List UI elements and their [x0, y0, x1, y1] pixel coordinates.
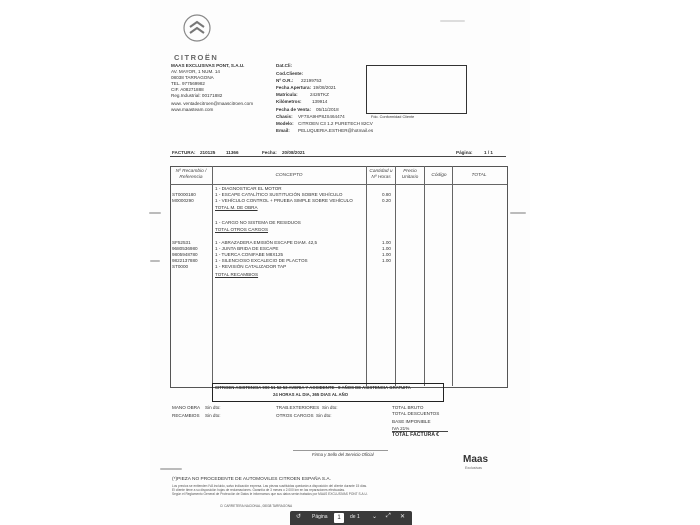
factura-number: 210125 [200, 150, 216, 155]
iva: IVA 21% [392, 426, 410, 431]
column-header-price: Precio Unitario [401, 169, 419, 180]
total-descuentos: TOTAL DESCUENTOS [392, 411, 440, 416]
fecha-label: Fecha: [262, 150, 277, 155]
column-header-total: TOTAL [471, 173, 487, 178]
viewer-page-input[interactable]: 1 [334, 513, 344, 523]
pagina-label: Página: [456, 150, 473, 155]
totals-divider [392, 431, 448, 432]
maas-logo: Maas [463, 454, 489, 465]
factura-label: FACTURA: [172, 150, 196, 155]
chevron-down-icon[interactable]: ⌄ [372, 514, 378, 520]
client-signature-caption: Fdo. Conformidad Cliente [371, 115, 415, 119]
signature-line [293, 450, 388, 451]
column-divider [212, 166, 213, 386]
viewer-prev-label[interactable]: Página [312, 514, 328, 520]
document-viewer-toolbar [290, 511, 412, 525]
factura-code: 11366 [226, 150, 239, 155]
footer-otros-value: Sin dto: [316, 413, 332, 418]
column-header-concept: CONCEPTO [275, 173, 303, 178]
footer-mano-obra-label: MANO OBRA [172, 405, 201, 410]
footer-recambios-value: Sin dto: [205, 413, 221, 418]
rotate-icon[interactable]: ↺ [296, 514, 302, 520]
footer-otros-label: OTROS CARGOS [276, 413, 314, 418]
scan-mark [149, 212, 161, 214]
scan-mark [510, 212, 526, 214]
scan-mark [150, 260, 160, 262]
close-icon[interactable]: ✕ [400, 514, 406, 520]
column-divider [395, 166, 396, 386]
brand-name: CITROËN [174, 53, 219, 62]
header-divider [170, 156, 506, 157]
total-factura: TOTAL FACTURA € [392, 432, 440, 438]
fecha-value: 20/08/2021 [282, 150, 305, 155]
column-header-qty: Cantidad u Nº Horas [369, 169, 393, 180]
total-bruto: TOTAL BRUTO [392, 405, 424, 410]
footer-mano-obra-value: Sin dto: [205, 405, 221, 410]
assistance-line-1: CITROEN ASISTENCIA 900 51 52 53 AVERIA Y ACCIDENTE - 8 AÑOS DE ASISTENCIA GRATUITA [215, 385, 411, 390]
scan-mark [440, 20, 465, 22]
footer-trab-label: TRAB.EXTERIORES [276, 405, 320, 410]
maas-logo-sub: Exclusivas [465, 466, 482, 470]
base-imponible: BASE IMPONIBLE [392, 419, 431, 424]
scan-mark [160, 468, 182, 470]
citroen-chevron-logo [183, 14, 211, 42]
column-header-ref: Nº Recambio / Referencia [175, 169, 207, 180]
column-divider [366, 166, 367, 386]
footer-recambios-label: RECAMBIOS [172, 413, 200, 418]
client-signature-box [366, 65, 467, 114]
pagina-value: 1 / 1 [484, 150, 493, 155]
table-header-divider [170, 184, 507, 185]
legal-title: (*)PIEZA NO PROCEDENTE DE AUTOMOVILES CITROEN ESPAÑA S.A. [172, 477, 331, 482]
column-header-code: Código [431, 173, 447, 178]
column-divider [452, 166, 453, 386]
dealer-name: MAAS EXCLUSIVAS PONT, S.A.U. [171, 63, 245, 68]
footer-trab-value: Sin dto: [322, 405, 338, 410]
assistance-line-2: 24 HORAS AL DIA, 365 DIAS AL AÑO [273, 392, 349, 397]
client-heading: Dat.Cli: [276, 63, 293, 68]
zoom-icon[interactable]: ⤢ [386, 513, 391, 519]
column-divider [424, 166, 425, 386]
viewer-page-count: de 1 [350, 514, 360, 520]
signature-caption: Firma y Sello del Servicio Oficial [312, 452, 374, 457]
